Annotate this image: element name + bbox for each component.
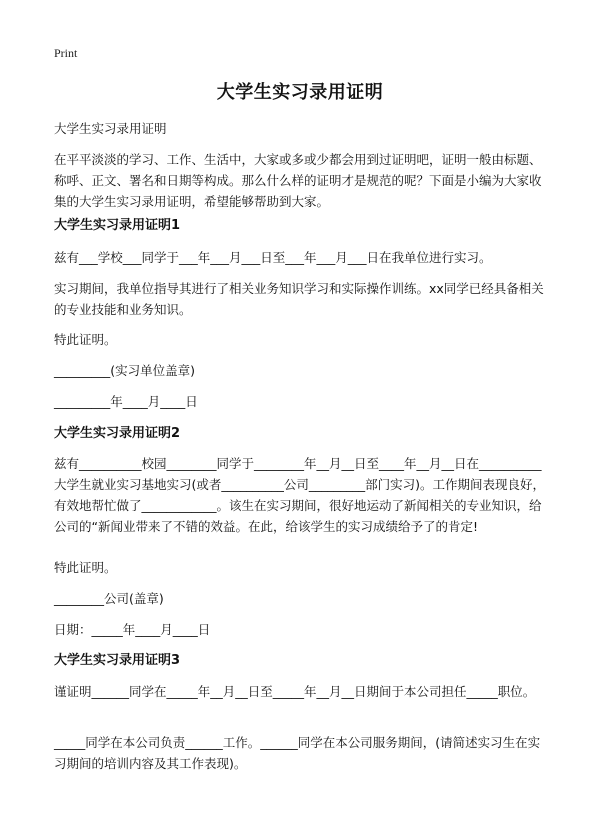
section3-body1: 谨证明______同学在_____年__月__日至_____年__月__日期间于本公司担任_____职位。 bbox=[54, 684, 536, 699]
section2-heading: 大学生实习录用证明2 bbox=[54, 426, 181, 441]
print-link[interactable]: Print bbox=[54, 46, 78, 60]
section1-heading: 大学生实习录用证明1 bbox=[54, 218, 181, 233]
document-subtitle: 大学生实习录用证明 bbox=[54, 121, 167, 136]
section1-closing: 特此证明。 bbox=[54, 332, 117, 347]
section1-seal: _________(实习单位盖章) bbox=[54, 363, 196, 378]
intro-paragraph: 在平平淡淡的学习、工作、生活中，大家或多或少都会用到过证明吧，证明一般由标题、称呼、正文、署名和日期等构成。那么什么样的证明才是规范的呢？下面是小编为大家收集的大学生实习录用证明，希望能够帮助到大家。 bbox=[54, 152, 542, 209]
section1-body: 实习期间，我单位指导其进行了相关业务知识学习和实际操作训练。xx同学已经具备相关的专业技能和业务知识。 bbox=[54, 281, 544, 317]
section1-line1: 兹有___学校___同学于___年___月___日至___年___月___日在我单位进行实习。 bbox=[54, 250, 492, 265]
section2-body: 兹有__________校园________同学于________年__月__日至____年__月__日在__________大学生就业实习基地实习(或者__________公司_________部门实习)。工作期间表现良好，有效地帮忙做了____________。该生在实习期间，很好地运动了新闻相关的专业知识，给公司的“新闻业带来了不错的效益。在此，给该学生的实习成绩给予了的肯定! bbox=[54, 456, 546, 534]
section2-seal: ________公司(盖章) bbox=[54, 591, 164, 606]
section1-date: _________年____月____日 bbox=[54, 394, 198, 409]
section2-date: 日期：_____年____月____日 bbox=[54, 622, 211, 637]
section2-closing: 特此证明。 bbox=[54, 560, 117, 575]
section3-body2: _____同学在本公司负责______工作。______同学在本公司服务期间，(请简述实习生在实习期间的培训内容及其工作表现)。 bbox=[54, 735, 541, 771]
document-title: 大学生实习录用证明 bbox=[216, 82, 384, 103]
section3-heading: 大学生实习录用证明3 bbox=[54, 653, 181, 668]
